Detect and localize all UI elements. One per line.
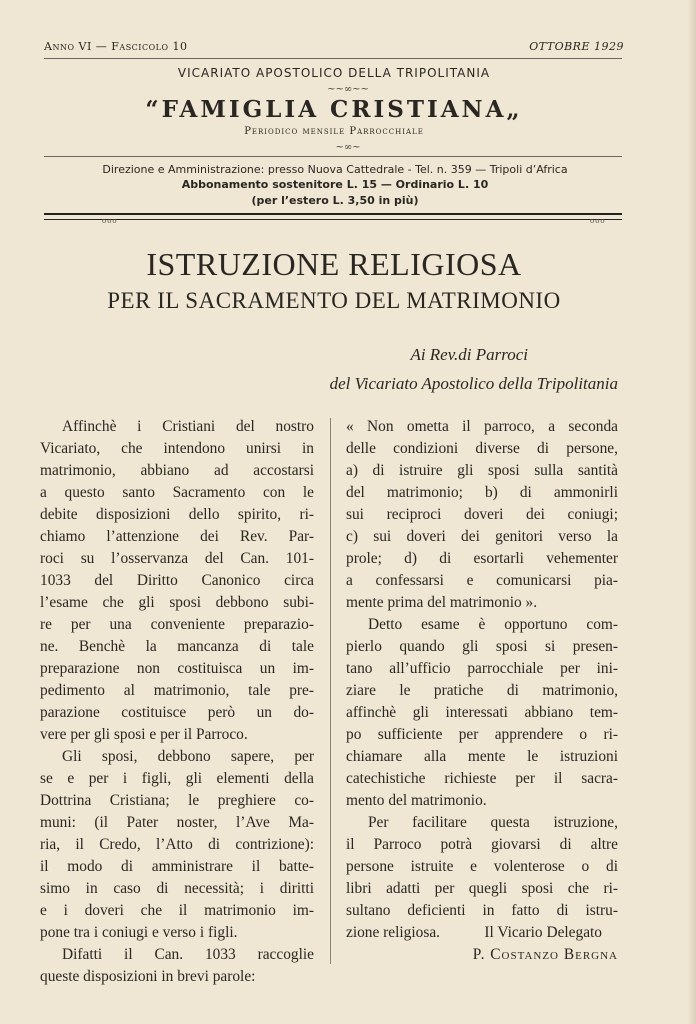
magazine-title: “FAMIGLIA CRISTIANA„ [145, 96, 523, 123]
text-line: zione religiosa. [346, 924, 441, 941]
rule-ornament-right: ooo [590, 217, 606, 225]
text-line: e i doveri che il matrimonio im- [40, 902, 314, 919]
article-right-column [346, 416, 618, 944]
text-line: Detto esame è opportuno com- [368, 616, 618, 633]
text-line: 1033 del Diritto Canonico circa [40, 572, 314, 589]
issue-number: Anno VI — Fascicolo 10 [44, 40, 188, 53]
text-line: po sufficiente per apprendere o ri- [346, 726, 618, 743]
text-line: il modo di amministrare il batte- [40, 858, 314, 875]
text-line: tano all’ufficio parrocchiale per ini- [346, 660, 618, 677]
article-title: ISTRUZIONE RELIGIOSA [146, 246, 522, 282]
article-left-column [40, 416, 314, 988]
issue-date: OTTOBRE 1929 [529, 40, 624, 53]
column-divider [330, 418, 331, 964]
text-line: a confessarsi e comunicarsi pia- [346, 572, 618, 589]
text-line: mento del matrimonio. [346, 792, 487, 809]
text-line: c) sui doveri dei genitori verso la [346, 528, 618, 545]
text-line: ziare le pratiche di matrimonio, [346, 682, 618, 699]
signature-role: Il Vicario Delegato [484, 924, 602, 941]
foreign-subscription-info: (per l’estero L. 3,50 in più) [251, 194, 419, 207]
masthead-double-rule [44, 213, 622, 220]
text-line: Dottrina Cristiana; le preghiere co- [40, 792, 314, 809]
text-line: parazione costituisce però un do- [40, 704, 314, 721]
text-line: se e per i figli, gli elementi della [40, 770, 314, 787]
text-line: re per una conveniente preparazio- [40, 616, 314, 633]
rule-ornament-left: ooo [102, 217, 118, 225]
text-line: prole; d) di esortarli vehementer [346, 550, 618, 567]
dedication-line-2: del Vicariato Apostolico della Tripolitania [329, 374, 618, 393]
text-line: vere per gli sposi e per il Parroco. [40, 726, 248, 743]
text-line: sui reciproci doveri dei coniugi; [346, 506, 618, 523]
text-line: a questo santo Sacramento con le [40, 484, 314, 501]
text-line: l’esame che gli sposi debbono subi- [40, 594, 314, 611]
text-line: delle condizioni diverse di persone, [346, 440, 618, 457]
text-line: ne. Benchè la mancanza di tale [40, 638, 314, 655]
masthead-rule [44, 156, 622, 157]
text-line: simo in caso di necessità; i diritti [40, 880, 314, 897]
header-rule [44, 58, 622, 59]
text-line: Vicariato, che intendono unirsi in [40, 440, 314, 457]
direzione-info: Direzione e Amministrazione: presso Nuova Cattedrale - Tel. n. 359 — Tripoli d’Africa [102, 163, 568, 176]
text-line: debite disposizioni dello spirito, ri- [40, 506, 314, 523]
text-line: libri adatti per quegli sposi che ri- [346, 880, 618, 897]
vicariato-heading: VICARIATO APOSTOLICO DELLA TRIPOLITANIA [177, 66, 491, 80]
text-line: chiamare alla mente le istruzioni [346, 748, 618, 765]
text-line: mente prima del matrimonio ». [346, 594, 538, 611]
text-line: matrimonio, abbiano ad accostarsi [40, 462, 314, 479]
text-line: affinchè gli interessati abbiano tem- [346, 704, 618, 721]
text-line: pedimento al matrimonio, tale pre- [40, 682, 314, 699]
dedication-line-1: Ai Rev.di Parroci [410, 345, 528, 364]
text-line: muni: (il Pater noster, l’Ave Ma- [40, 814, 314, 831]
page-edge [688, 0, 696, 1024]
signature-name: P. Costanzo Bergna [472, 946, 618, 963]
text-line: roci su l’osservanza del Can. 101- [40, 550, 314, 567]
text-line: ria, il Credo, l’Atto di contrizione): [40, 836, 314, 853]
subscription-info: Abbonamento sostenitore L. 15 — Ordinario L. 10 [181, 178, 489, 191]
text-line: Gli sposi, debbono sapere, per [62, 748, 314, 765]
text-line: il Parroco potrà giovarsi di altre [346, 836, 618, 853]
text-line: pone tra i coniugi e verso i figli. [40, 924, 238, 941]
text-line: catechistiche richieste per il sacra- [346, 770, 618, 787]
text-line: a) di istruire gli sposi sulla santità [346, 462, 618, 479]
magazine-subtitle: Periodico mensile Parrocchiale [244, 126, 424, 137]
text-line: Affinchè i Cristiani del nostro [62, 418, 314, 435]
article-subtitle: PER IL SACRAMENTO DEL MATRIMONIO [107, 288, 561, 313]
text-line: persone istruite e volenterose o di [346, 858, 618, 875]
text-line: « Non ometta il parroco, a seconda [346, 418, 618, 435]
text-line: pierlo quando gli sposi si presen- [346, 638, 618, 655]
text-line: Per facilitare questa istruzione, [368, 814, 618, 831]
ornament-divider: ~~∞~~ [327, 84, 369, 95]
text-line: sultano deficienti in fatto di istru- [346, 902, 618, 919]
text-line: Difatti il Can. 1033 raccoglie [62, 946, 314, 963]
text-line: preparazione non costituisca un im- [40, 660, 314, 677]
text-line: del matrimonio; b) di ammonirli [346, 484, 618, 501]
text-line: chiamo l’attenzione dei Rev. Par- [40, 528, 314, 545]
text-line: queste disposizioni in brevi parole: [40, 968, 256, 985]
ornament-divider-2: ~∞~ [335, 142, 361, 153]
